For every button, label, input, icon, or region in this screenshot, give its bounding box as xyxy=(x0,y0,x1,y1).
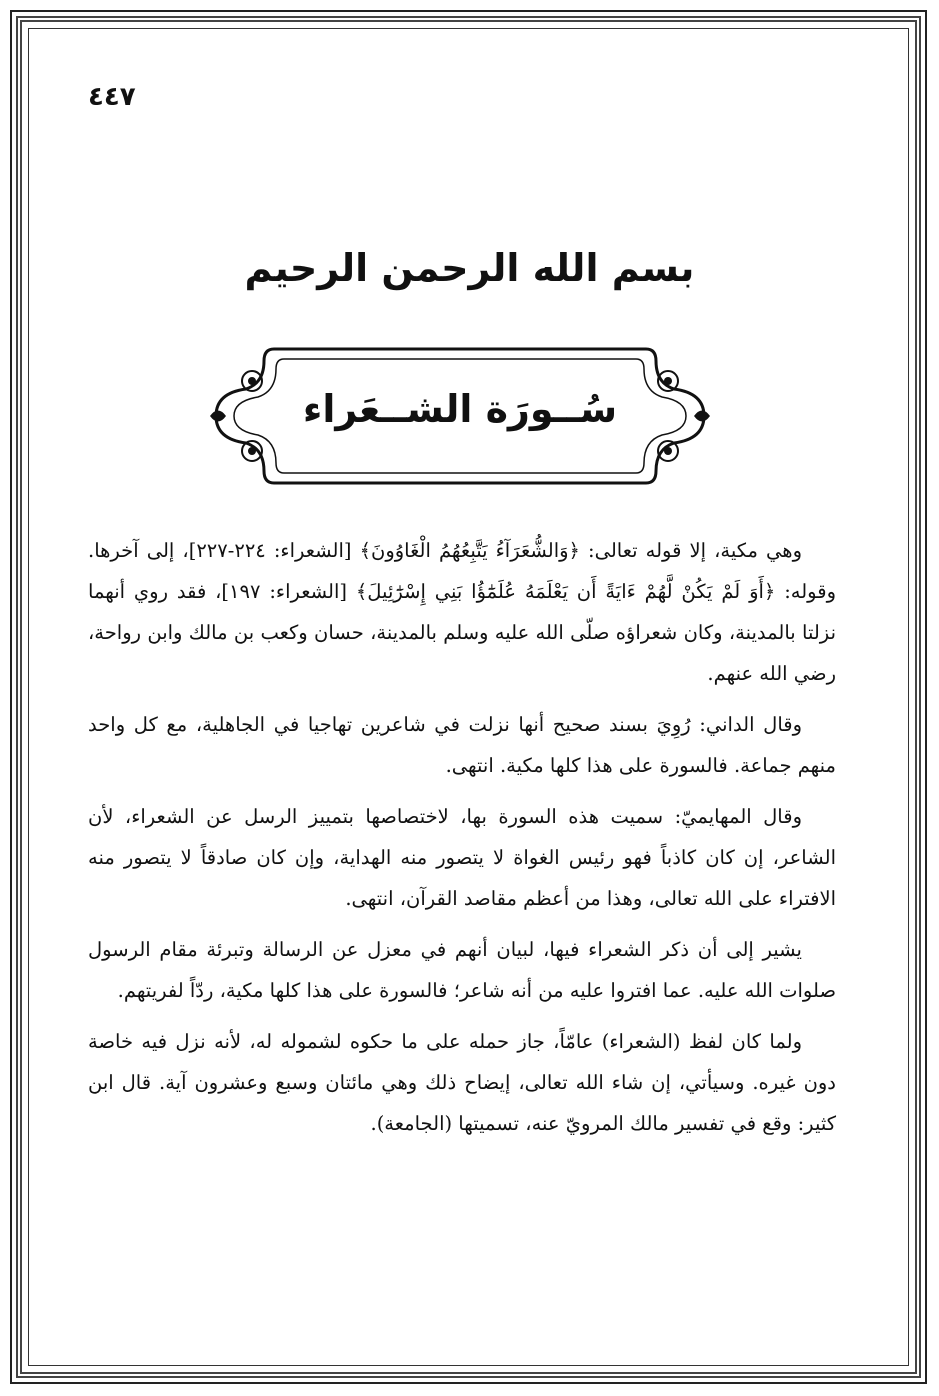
surah-title: سُــورَة الشــعَراء xyxy=(302,387,618,431)
surah-title-banner xyxy=(204,343,716,489)
paragraph: ولما كان لفظ (الشعراء) عامّاً، جاز حمله على ما حكوه لشموله له، لأنه نزل فيه خاصة دون غيره. وسيأتي، إن شاء الله تعالى، إيضاح ذلك وهي مائتان وسبع وعشرون آية. قال ابن كثير: وقع في تفسير مالك المرويّ عنه، تسميتها (الجامعة). xyxy=(88,1030,836,1135)
paragraph: وقال الداني: رُوِيَ بسند صحيح أنها نزلت في شاعرين تهاجيا في الجاهلية، مع كل واحد منهم جماعة. فالسورة على هذا كلها مكية. انتهى. xyxy=(88,713,836,777)
page-number: ٤٤٧ xyxy=(88,82,136,112)
paragraph: وهي مكية، إلا قوله تعالى: ﴿وَالشُّعَرَآءُ يَتَّبِعُهُمُ الْغَاوُونَ﴾ [الشعراء: ٢٢٤-٢٢٧]، إلى آخرها. وقوله: ﴿أَوَ لَمْ يَكُنْ لَّهُمْ ءَايَةً أَن يَعْلَمَهُ عُلَمَٰٓؤُا بَنِي إِسْرَٰٓئِيلَ﴾ [الشعراء: ١٩٧]، فقد روي أنهما نزلتا بالمدينة، وكان شعراؤه صلّى الله عليه وسلم بالمدينة، حسان وكعب بن مالك وابن رواحة، رضي الله عنهم. xyxy=(88,539,836,685)
basmala-heading: بسم الله الرحمن الرحيم xyxy=(244,246,695,290)
body-text xyxy=(88,530,836,1154)
paragraph: يشير إلى أن ذكر الشعراء فيها، لبيان أنهم في معزل عن الرسالة وتبرئة مقام الرسول صلوات الله عليه. عما افتروا عليه من أنه شاعر؛ فالسورة على هذا كلها مكية، ردّاً لفريتهم. xyxy=(88,938,836,1002)
paragraph: وقال المهايميّ: سميت هذه السورة بها، لاختصاصها بتمييز الرسل عن الشعراء، لأن الشاعر، إن كان كاذباً فهو رئيس الغواة لا يتصور منه الهداية، وإن كان صادقاً لا يتصور منه الافتراء على الله تعالى، وهذا من أعظم مقاصد القرآن، انتهى. xyxy=(88,805,836,910)
